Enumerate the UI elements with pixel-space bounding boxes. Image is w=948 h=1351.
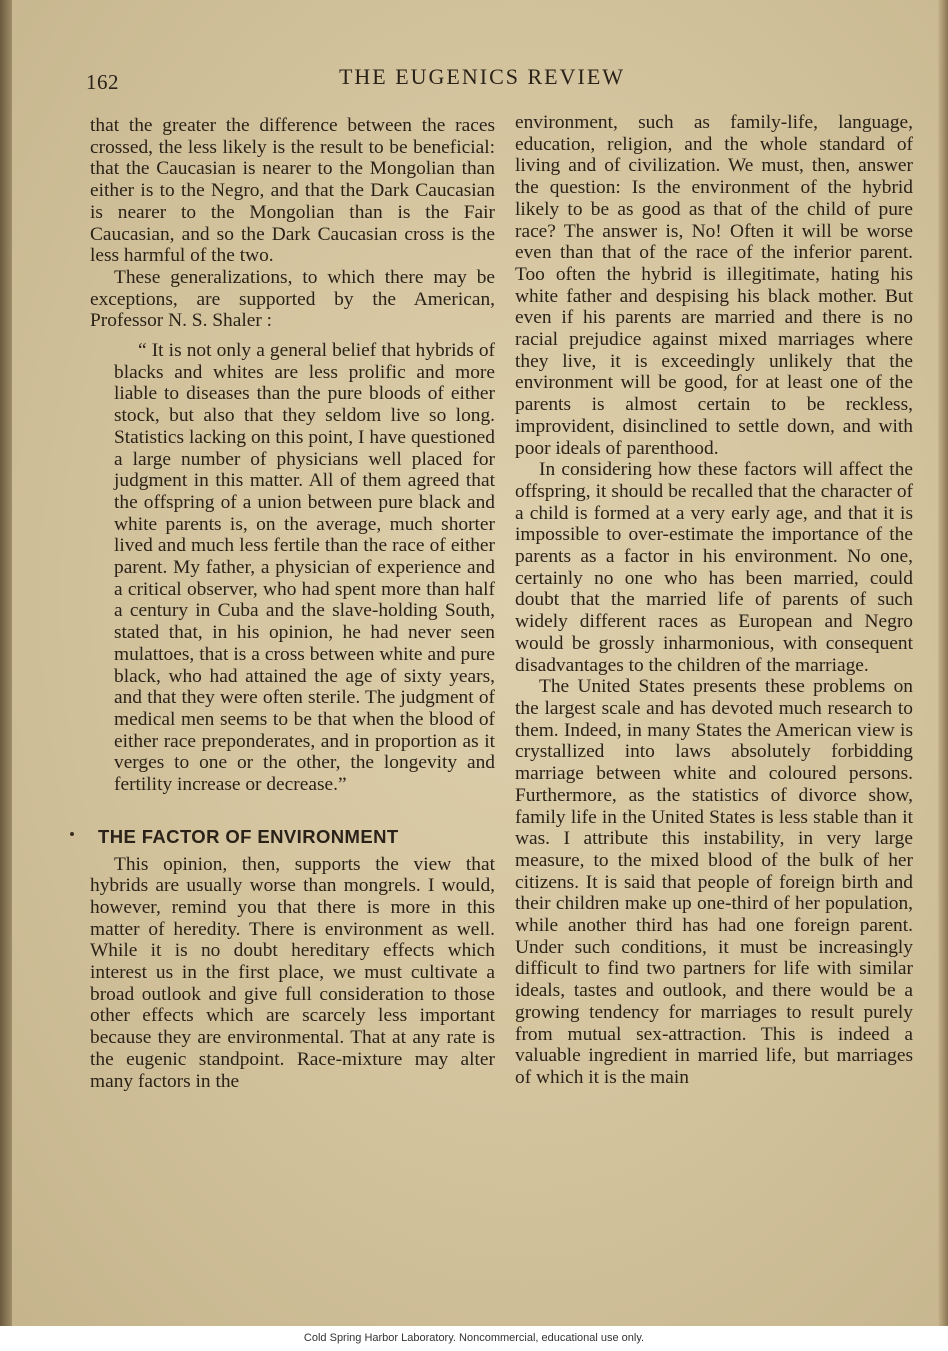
- section-heading: [98, 826, 495, 848]
- page-header: [12, 62, 938, 94]
- scan-binding-edge-left: [0, 0, 12, 1326]
- running-head-title: THE EUGENICS REVIEW: [338, 64, 626, 89]
- page-number: 162: [86, 70, 119, 94]
- section-heading-text: THE FACTOR OF ENVIRONMENT: [98, 825, 399, 847]
- left-paragraph-3: This opinion, then, supports the view that hybrids are usually worse than mongrels. I would, however, remind you that there is more in this matter of heredity. There is environment as well. While it is no doubt hereditary effects which interest us in the first place, we must cultivate a broad outlook and give full consideration to those other effects which are scarcely less important because they are environmental. That at any rate is the eugenic standpoint. Race-mixture may alter many factors in the: [90, 853, 495, 1092]
- right-paragraph-2: In considering how these factors will affect the offspring, it should be recalled that the character of a child is formed at a very early age, and that it is impossible to over-estimate the importance of the parents as a factor in his environment. No one, certainly no one who has been married, could doubt that the married life of parents of such widely different races as European and Negro would be grossly inharmonious, with consequent disadvantages to the children of the marriage.: [515, 459, 913, 676]
- left-column: [90, 115, 495, 1092]
- left-paragraph-1: that the greater the difference between the races crossed, the less likely is the result to be beneficial: that the Caucasian is nearer to the Mongolian than either is to the Negro, and that the Dark Caucasian is nearer to the Mongolian than is the Fair Caucasian, and so the Dark Caucasian cross is the less harmful of the two.: [90, 115, 495, 267]
- footer-credit: Cold Spring Harbor Laboratory. Noncommercial, educational use only.: [0, 1326, 948, 1351]
- right-paragraph-3: The United States presents these problems on the largest scale and has devoted much research to them. Indeed, in many States the American view is crystallized into laws absolutely forbidding marriage between white and coloured persons. Furthermore, as the statistics of divorce show, family life in the United States is less stable than it was. I attribute this instability, in very large measure, to the mixed blood of the bulk of her citizens. It is said that people of foreign birth and their children make up one-third of her population, while another third has had one foreign parent. Under such conditions, it must be increasingly difficult to find two partners for life with similar ideals, tastes and outlook, and there would be a growing tendency for marriages to result purely from mutual sex-attraction. This is indeed a valuable ingredient in married life, but marriages of which it is the main: [515, 676, 913, 1088]
- document-page: [12, 0, 938, 1326]
- right-column: [515, 112, 913, 1089]
- right-paragraph-1: environment, such as family-life, language, education, religion, and the whole standard of living and of civilization. We must, then, answer the question: Is the environment of the hybrid likely to be as good as that of the child of pure race? The answer is, No! Often it will be worse even than that of the race of the inferior parent. Too often the hybrid is illegitimate, hating his white father and despising his black mother. But even if his parents are married and there is no racial prejudice against mixed marriages where they live, it is exceedingly unlikely that the environment will be good, for at least one of the parents is almost certain to be reckless, improvident, disinclined to settle down, and with poor ideals of parenthood.: [515, 112, 913, 459]
- left-paragraph-2: These generalizations, to which there may be exceptions, are supported by the American, Professor N. S. Shaler :: [90, 266, 495, 332]
- margin-dot-mark: [70, 832, 74, 836]
- block-quote: “ It is not only a general belief that hybrids of blacks and whites are less prolific and more liable to diseases than the pure bloods of either stock, but also that they seldom live so long. Statistics lacking on this point, I have questioned a large number of physicians well placed for judgment in this matter. All of them agreed that the offspring of a union between pure black and white parents is, on the average, much shorter lived and much less fertile than the race of either parent. My father, a physician of experience and a critical observer, who had spent more than half a century in Cuba and the slave-holding South, stated that, in his opinion, he had never seen mulattoes, that is a cross between white and pure black, who had attained the age of sixty years, and that they were often sterile. The judgment of medical men seems to be that when the blood of either race preponderates, and in proportion as it verges to one or the other, the longevity and fertility increase or decrease.”: [114, 340, 495, 796]
- scan-page-edge-right: [938, 0, 948, 1326]
